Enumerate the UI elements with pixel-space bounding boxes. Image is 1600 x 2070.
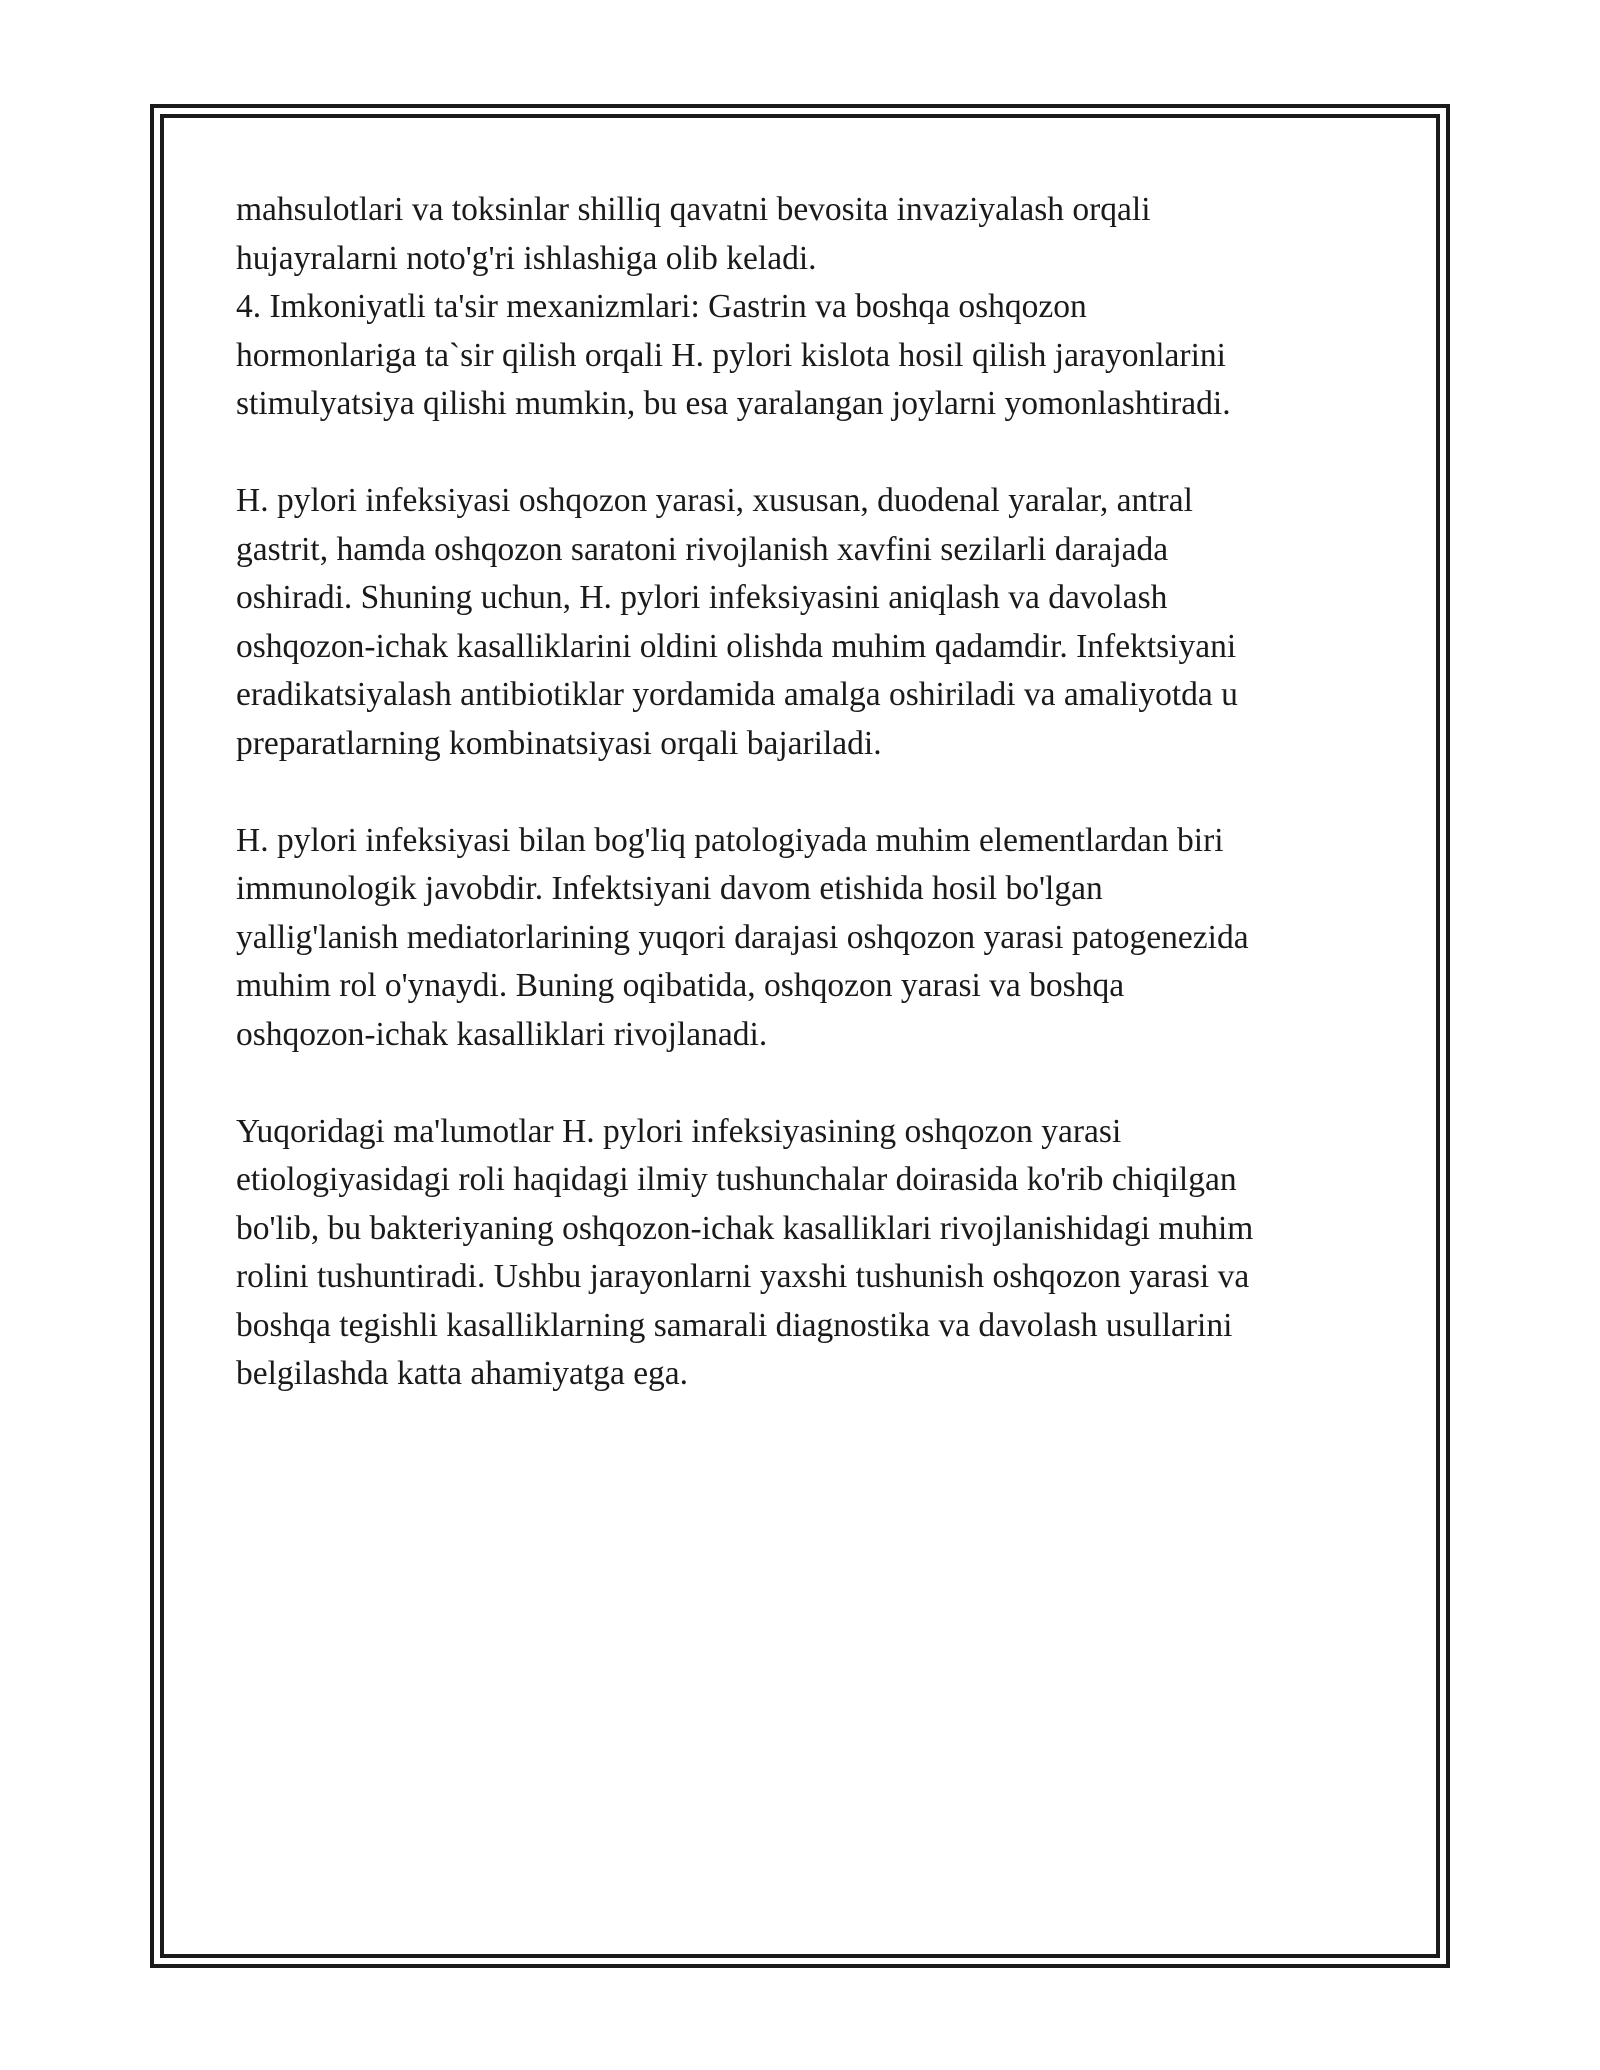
- paragraph-2: [236, 477, 1376, 768]
- text-line: bo'lib, bu bakteriyaning oshqozon-ichak kasalliklari rivojlanishidagi muhim: [236, 1209, 1254, 1247]
- text-line: 4. Imkoniyatli ta'sir mexanizmlari: Gastrin va boshqa oshqozon: [236, 288, 1087, 325]
- text-line: oshqozon-ichak kasalliklari rivojlanadi.: [236, 1015, 768, 1053]
- paragraph-spacer: [236, 768, 1376, 817]
- text-line: preparatlarning kombinatsiyasi orqali bajariladi.: [236, 724, 882, 762]
- paragraph-spacer: [236, 429, 1376, 478]
- text-line: H. pylori infeksiyasi oshqozon yarasi, xususan, duodenal yaralar, antral: [236, 482, 1193, 519]
- paragraph-3: [236, 817, 1376, 1060]
- text-line: belgilashda katta ahamiyatga ega.: [236, 1355, 689, 1392]
- text-line: H. pylori infeksiyasi bilan bog'liq patologiyada muhim elementlardan biri: [236, 821, 1224, 859]
- text-line: oshiradi. Shuning uchun, H. pylori infeksiyasini aniqlash va davolash: [236, 579, 1168, 616]
- text-line: immunologik javobdir. Infektsiyani davom etishida hosil bo'lgan: [236, 870, 1103, 907]
- paragraph-spacer: [236, 1059, 1376, 1108]
- text-line: yallig'lanish mediatorlarining yuqori darajasi oshqozon yarasi patogenezida: [236, 918, 1249, 956]
- text-line: rolini tushuntiradi. Ushbu jarayonlarni yaxshi tushunish oshqozon yarasi va: [236, 1258, 1250, 1295]
- paragraph-1: [236, 186, 1376, 429]
- text-line: muhim rol o'ynaydi. Buning oqibatida, oshqozon yarasi va boshqa: [236, 967, 1125, 1004]
- text-line: boshqa tegishli kasalliklarning samarali diagnostika va davolash usullarini: [236, 1306, 1233, 1344]
- text-line: etiologiyasidagi roli haqidagi ilmiy tushunchalar doirasida ko'rib chiqilgan: [236, 1161, 1237, 1198]
- text-line: mahsulotlari va toksinlar shilliq qavatni bevosita invaziyalash orqali: [236, 191, 1151, 228]
- text-line: oshqozon-ichak kasalliklarini oldini olishda muhim qadamdir. Infektsiyani: [236, 627, 1237, 665]
- text-line: hujayralarni noto'g'ri ishlashiga olib keladi.: [236, 239, 817, 277]
- text-line: hormonlariga ta`sir qilish orqali H. pylori kislota hosil qilish jarayonlarini: [236, 336, 1226, 374]
- paragraph-4: [236, 1108, 1376, 1399]
- document-body: [236, 186, 1376, 1399]
- text-line: eradikatsiyalash antibiotiklar yordamida amalga oshiriladi va amaliyotda u: [236, 676, 1238, 713]
- text-line: gastrit, hamda oshqozon saratoni rivojlanish xavfini sezilarli darajada: [236, 530, 1169, 568]
- text-line: stimulyatsiya qilishi mumkin, bu esa yaralangan joylarni yomonlashtiradi.: [236, 385, 1231, 422]
- text-line: Yuqoridagi ma'lumotlar H. pylori infeksiyasining oshqozon yarasi: [236, 1112, 1122, 1150]
